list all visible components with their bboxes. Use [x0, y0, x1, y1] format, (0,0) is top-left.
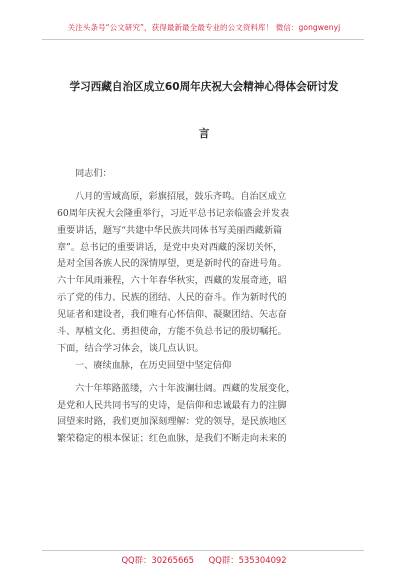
paragraph-1-line: 是对全国各族人民的深情厚望，更是新时代的奋进号角。 [57, 258, 287, 270]
salutation: 同志们： [75, 168, 112, 179]
document-title-line-1: 学习西藏自治区成立60周年庆祝大会精神心得体会研讨发 [69, 81, 339, 93]
footer-divider [42, 550, 364, 551]
paragraph-2-line: 回望来时路，我们更加深刻理解：党的领导，是民族地区 [57, 416, 287, 428]
section-heading: 一、赓续血脉，在历史回望中坚定信仰 [75, 359, 232, 371]
paragraph-2-line: 繁荣稳定的根本保证；红色血脉，是我们不断走向未来的 [57, 433, 287, 445]
qq-group-1: QQ群：30265665 [121, 555, 194, 565]
paragraph-1-line: 章”。总书记的重要讲话，是党中央对西藏的深切关怀， [57, 241, 283, 253]
document-body [57, 166, 347, 448]
paragraph-1-line: 六十年风雨兼程，六十年春华秋实，西藏的发展奇迹，昭 [57, 275, 287, 287]
document-title-line-2: 言 [198, 128, 210, 140]
paragraph-1-line: 八月的雪域高原，彩旗招展，鼓乐齐鸣。自治区成立 [75, 190, 287, 202]
paragraph-2-line: 是党和人民共同书写的史诗，是信仰和忠诚最有力的注脚 [57, 399, 287, 411]
header-divider [42, 39, 364, 40]
paragraph-1-line: 下面，结合学习体会，谈几点认识。 [57, 342, 204, 354]
paragraph-1-line: 重要讲话，题写“共建中华民族共同体书写美丽西藏新篇 [57, 224, 283, 236]
paragraph-1-line: 见证者和建设者，我们唯有心怀信仰、凝聚团结、矢志奋 [57, 309, 287, 321]
footer-contact [0, 554, 408, 566]
qq-group-2: QQ群：535304092 [208, 555, 287, 565]
paragraph-1-line: 斗、厚植文化、勇担使命，方能不负总书记的殷切嘱托。 [57, 326, 287, 338]
header-banner: 关注头条号“公文研究”，获得最新最全最专业的公文资料库！ 微信：gongwenyj [67, 23, 341, 32]
paragraph-2-line: 六十年筚路蓝缕，六十年波澜壮阔。西藏的发展变化， [75, 382, 296, 394]
paragraph-1-line: 60周年庆祝大会隆重举行，习近平总书记亲临盛会并发表 [57, 207, 290, 219]
paragraph-1-line: 示了党的伟力、民族的团结、人民的奋斗。作为新时代的 [57, 292, 287, 304]
